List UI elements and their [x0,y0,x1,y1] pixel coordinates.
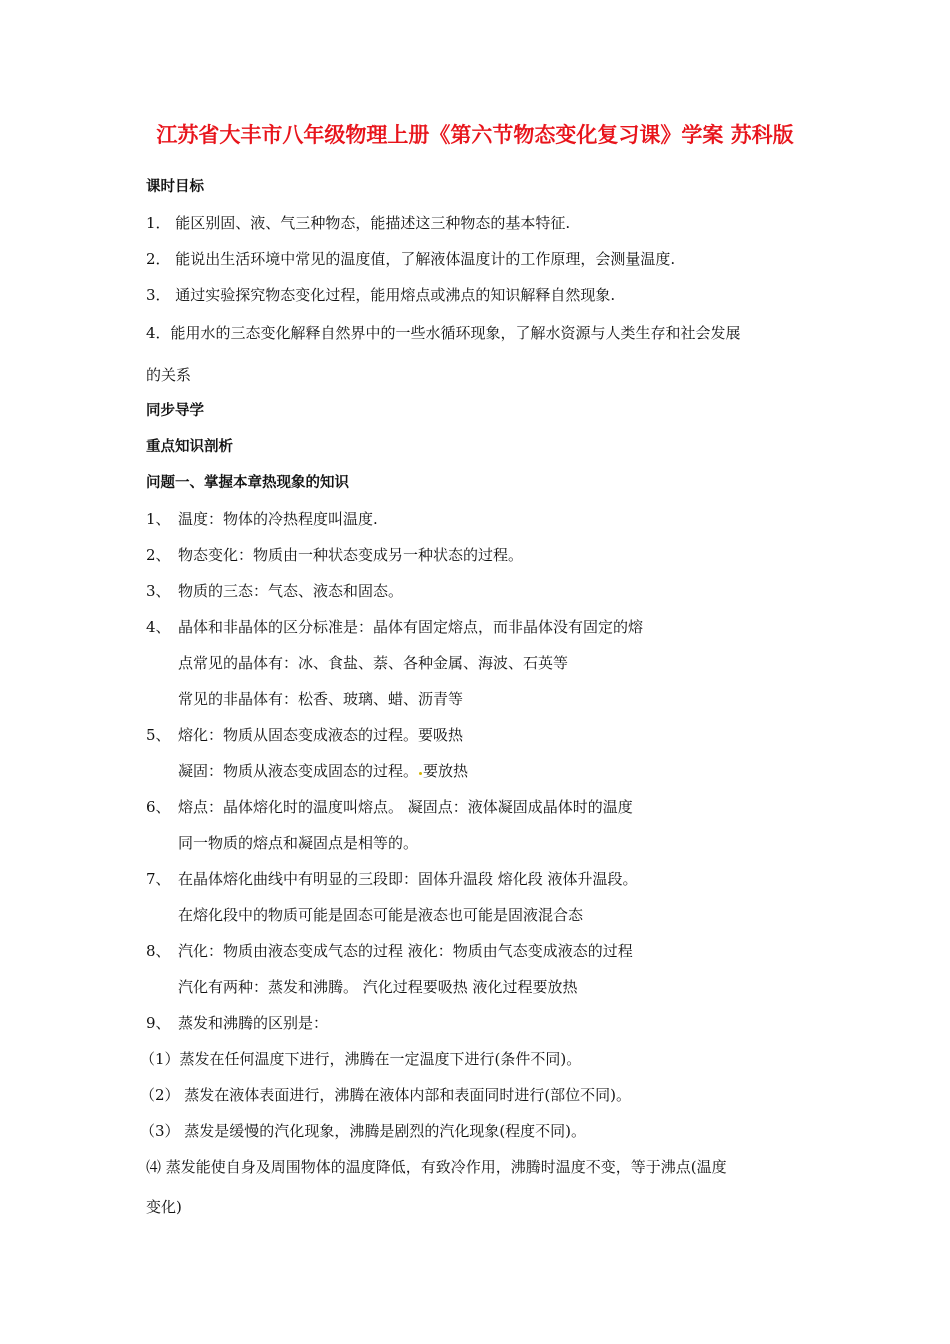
item-number: 9、 [146,1014,171,1032]
sub-item: ⑷ 蒸发能使自身及周围物体的温度降低，有致冷作用，沸腾时温度不变，等于沸点(温度 [146,1158,727,1176]
goal-line: 的关系 [146,366,192,384]
item-number: 7、 [146,870,171,888]
document-title: 江苏省大丰市八年级物理上册《第六节物态变化复习课》学案 苏科版 [156,123,794,147]
sub-item: 变化) [146,1198,182,1216]
item-text: 晶体和非晶体的区分标准是：晶体有固定熔点，而非晶体没有固定的熔 [178,618,644,636]
list-item-continuation: 同一物质的熔点和凝固点是相等的。 [178,834,419,852]
list-item [146,798,633,816]
item-text: 温度：物体的冷热程度叫温度. [178,510,378,528]
list-item [146,510,378,528]
key-heading: 重点知识剖析 [146,439,233,455]
item-number: 5、 [146,726,171,744]
item-number: 8、 [146,942,171,960]
list-item [146,942,633,960]
item-number: 4、 [146,618,171,636]
list-item [146,726,463,744]
list-item-continuation: 在熔化段中的物质可能是固态可能是液态也可能是固液混合态 [178,906,584,924]
item-number: 1、 [146,510,171,528]
goal-line: 3． 通过实验探究物态变化过程，能用熔点或沸点的知识解释自然现象. [146,286,616,304]
item-text: 蒸发和沸腾的区别是： [178,1014,329,1032]
problem-heading: 问题一、掌握本章热现象的知识 [146,475,349,491]
item-text: 物态变化：物质由一种状态变成另一种状态的过程。 [178,546,524,564]
item-text: 汽化：物质由液态变成气态的过程 液化：物质由气态变成液态的过程 [178,942,633,960]
goals-heading: 课时目标 [146,179,204,195]
item-tail: 要放热 [423,762,469,780]
goal-line: 1． 能区别固、液、气三种物态，能描述这三种物态的基本特征. [146,214,571,232]
item-text: 在晶体熔化曲线中有明显的三段即：固体升温段 熔化段 液体升温段。 [178,870,638,888]
list-item [146,546,523,564]
goal-line: 2． 能说出生活环境中常见的温度值，了解液体温度计的工作原理，会测量温度. [146,250,676,268]
list-item-continuation: 常见的非晶体有：松香、玻璃、蜡、沥青等 [178,690,464,708]
sub-item: （3） 蒸发是缓慢的汽化现象，沸腾是剧烈的汽化现象(程度不同)。 [140,1122,587,1140]
list-item [146,618,643,636]
item-number: 2、 [146,546,171,564]
item-text: 熔点：晶体熔化时的温度叫熔点。 凝固点：液体凝固成晶体时的温度 [178,798,633,816]
mark-dot [419,772,422,775]
sub-item: （1）蒸发在任何温度下进行，沸腾在一定温度下进行(条件不同)。 [140,1050,582,1068]
list-item-continuation: 汽化有两种：蒸发和沸腾。 汽化过程要吸热 液化过程要放热 [178,978,578,996]
list-item [146,870,638,888]
goal-line: 4．能用水的三态变化解释自然界中的一些水循环现象，了解水资源与人类生存和社会发展 [146,324,741,342]
item-number: 3、 [146,582,171,600]
item-text: 凝固：物质从液态变成固态的过程。 [178,762,419,780]
item-text: 物质的三态：气态、液态和固态。 [178,582,404,600]
list-item-continuation: 点常见的晶体有：冰、食盐、萘、各种金属、海波、石英等 [178,654,569,672]
list-item-continuation [178,762,468,780]
list-item [146,582,403,600]
item-number: 6、 [146,798,171,816]
item-text: 熔化：物质从固态变成液态的过程。要吸热 [178,726,464,744]
sub-item: （2） 蒸发在液体表面进行，沸腾在液体内部和表面同时进行(部位不同)。 [140,1086,632,1104]
list-item [146,1014,328,1032]
guide-heading: 同步导学 [146,403,204,419]
